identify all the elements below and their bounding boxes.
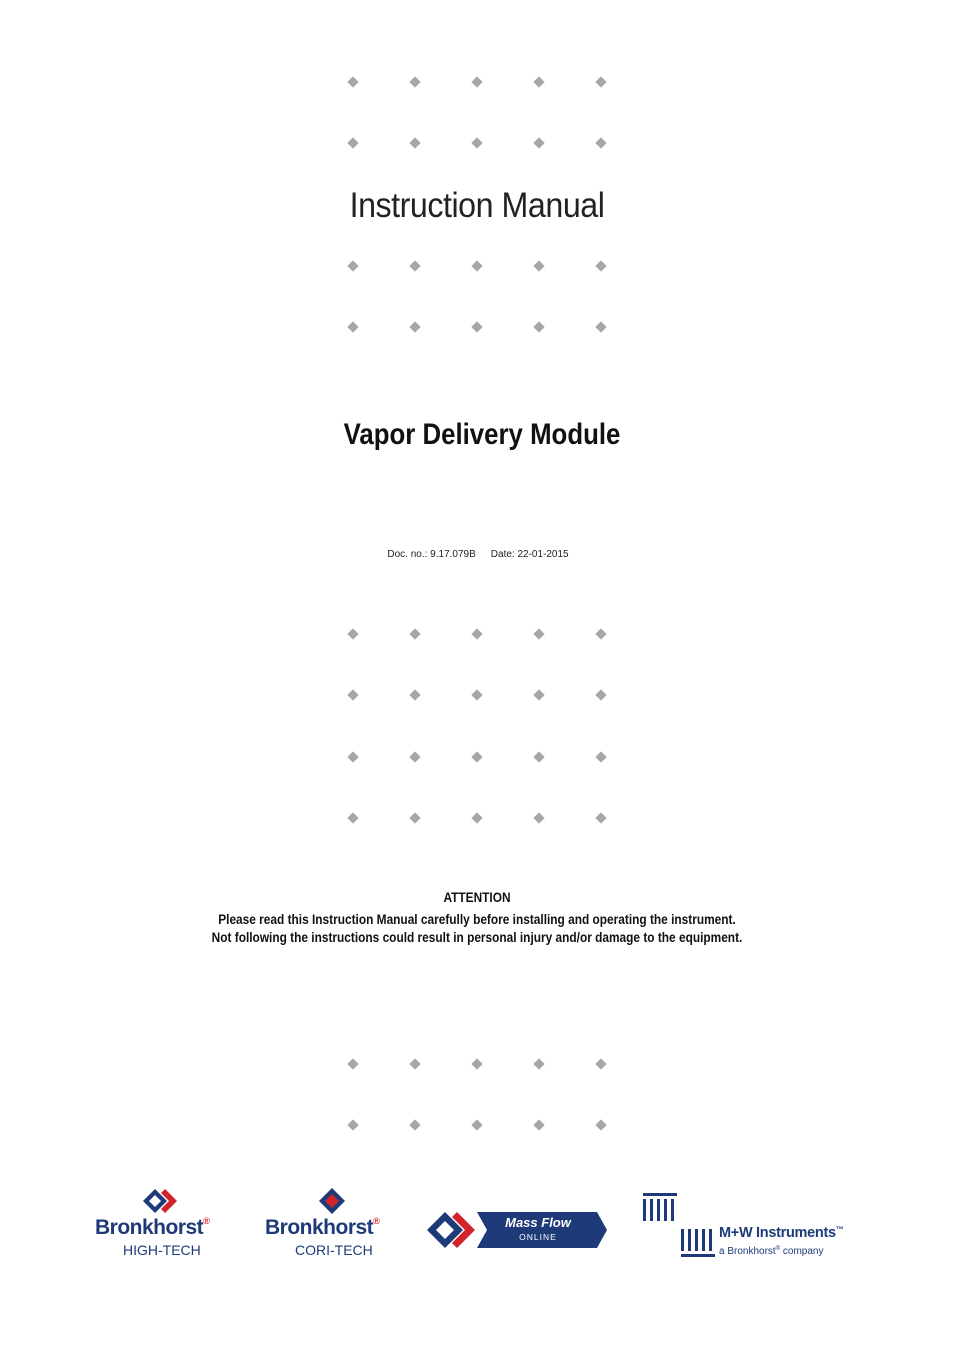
brand-subtitle: HIGH-TECH: [123, 1242, 201, 1258]
brand-name: Bronkhorst: [265, 1216, 374, 1239]
mass-flow-title: Mass Flow: [505, 1215, 571, 1230]
registered-mark: ®: [775, 1246, 781, 1252]
bronkhorst-emblem-icon: [315, 1187, 349, 1215]
brand-subtitle-suffix: company: [780, 1246, 824, 1257]
doc-date: Date: 22-01-2015: [490, 549, 569, 560]
mw-instruments-logo: [643, 1193, 873, 1261]
registered-mark: ®: [203, 1216, 210, 1226]
bronkhorst-high-tech-logo: [95, 1187, 240, 1262]
attention-text: Not following the instructions could result in personal injury and/or damage to the equipment.: [211, 930, 743, 945]
attention-heading: ATTENTION: [443, 890, 511, 905]
bronkhorst-cori-tech-logo: [265, 1187, 410, 1262]
brand-subtitle: CORI-TECH: [295, 1242, 373, 1258]
registered-mark: ®: [373, 1216, 380, 1226]
document-info: [0, 549, 954, 560]
attention-text: Please read this Instruction Manual carefully before installing and operating the instrument.: [218, 912, 736, 927]
doc-number: Doc. no.: 9.17.079B: [387, 549, 476, 560]
product-name: Vapor Delivery Module: [343, 418, 621, 451]
mass-flow-online-logo: [427, 1211, 607, 1249]
bronkhorst-emblem-icon: [141, 1187, 181, 1215]
page-title: Instruction Manual: [349, 186, 605, 225]
brand-name: M+W Instruments: [719, 1225, 836, 1241]
mass-flow-subtitle: ONLINE: [519, 1232, 557, 1242]
brand-name: Bronkhorst: [95, 1216, 204, 1239]
mw-bars-icon: [643, 1193, 715, 1259]
brand-subtitle-prefix: a Bronkhorst: [719, 1246, 776, 1257]
brand-subtitle: [719, 1246, 823, 1257]
trademark: ™: [835, 1225, 844, 1234]
